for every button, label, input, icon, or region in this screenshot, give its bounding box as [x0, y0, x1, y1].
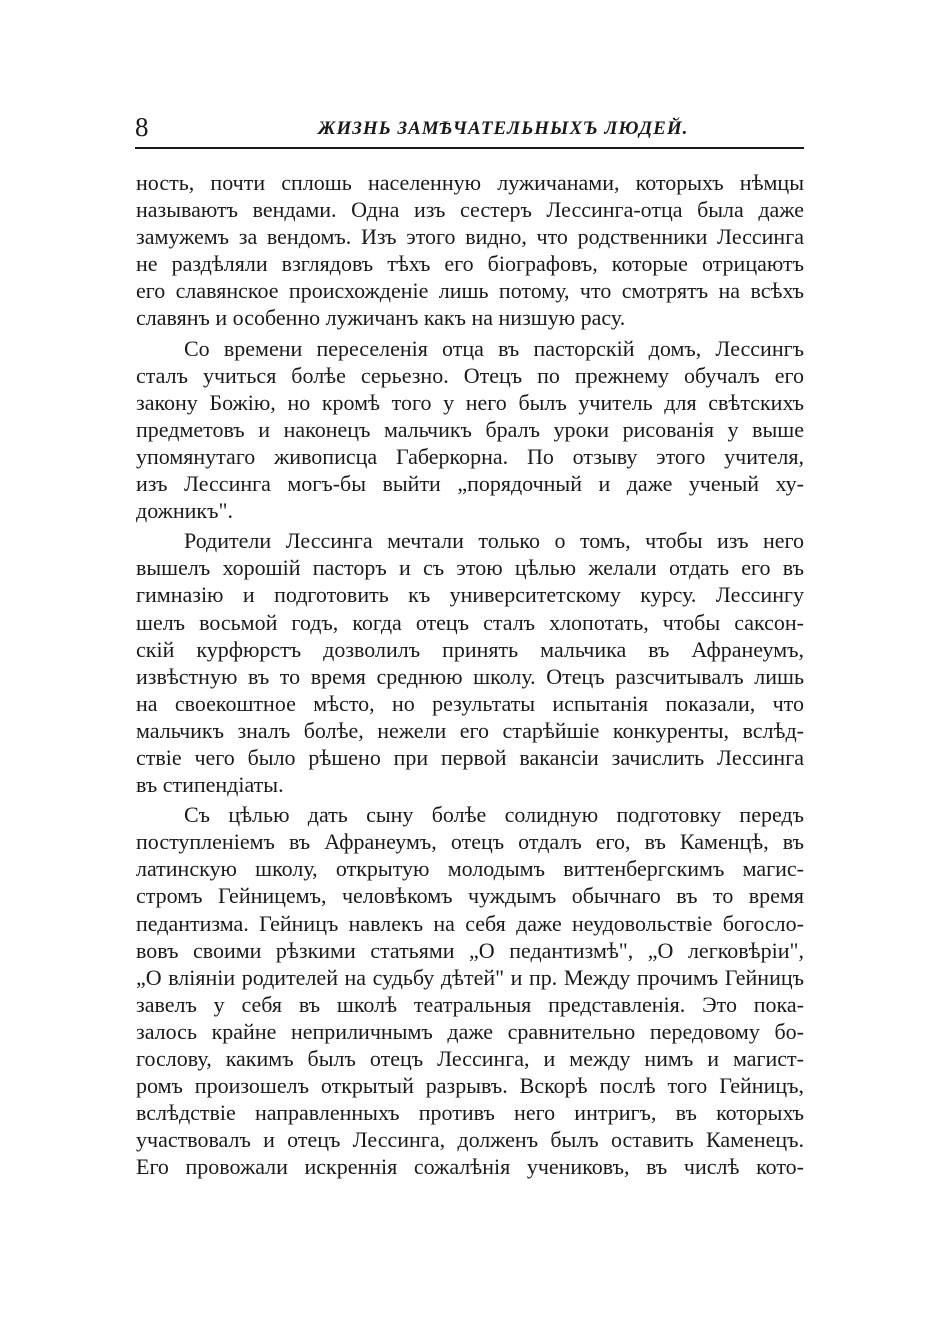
page-number: 8 — [135, 112, 149, 142]
text-line: вышелъ хорошій пасторъ и съ этою цѣлью желали отдать его въ — [136, 555, 804, 581]
text-line: предметовъ и наконецъ мальчикъ бралъ уроки рисованія у выше — [136, 416, 804, 442]
text-line: на своекоштное мѣсто, но результаты испытанія показали, что — [136, 690, 804, 716]
text-line: Родители Лессинга мечтали только о томъ, чтобы изъ него — [184, 528, 804, 554]
text-line: латинскую школу, открытую молодымъ виттенбергскимъ магис- — [136, 856, 804, 882]
text-line: гимназію и подготовить къ университетскому курсу. Лессингу — [136, 582, 804, 608]
text-line: шелъ восьмой годъ, когда отецъ сталъ хлопотать, чтобы саксон- — [136, 609, 804, 635]
text-line: не раздѣляли взглядовъ тѣхъ его біографовъ, которые отрицаютъ — [136, 251, 804, 277]
text-line: замужемъ за вендомъ. Изъ этого видно, что родственники Лессинга — [136, 224, 804, 250]
text-line: дожникъ". — [136, 498, 233, 524]
text-line: гослову, какимъ былъ отецъ Лессинга, и между нимъ и магист- — [136, 1046, 804, 1071]
text-line: называютъ вендами. Одна изъ сестеръ Лессинга-отца была даже — [136, 197, 804, 223]
text-line: въ стипендіаты. — [136, 772, 284, 798]
text-line: Съ цѣлью дать сыну болѣе солидную подготовку передъ — [184, 802, 804, 828]
text-line: вовъ своими рѣзкими статьями „О педантизмѣ", „О легковѣріи", — [136, 937, 804, 963]
text-line: Его провожали искреннія сожалѣнія учениковъ, въ числѣ кото- — [136, 1154, 804, 1180]
text-line: ствіе чего было рѣшено при первой вакансіи зачислить Лессинга — [136, 744, 804, 770]
text-line: „О вліяніи родителей на судьбу дѣтей" и пр. Между прочимъ Гейницъ — [136, 964, 804, 990]
text-line: славянъ и особенно лужичанъ какъ на низшую расу. — [136, 305, 626, 331]
text-line: скій курфюрстъ дозволилъ принять мальчика въ Афранеумъ, — [136, 636, 804, 662]
running-title: ЖИЗНЬ ЗАМѢЧАТЕЛЬНЫХЪ ЛЮДЕЙ. — [318, 118, 689, 139]
text-line: вслѣдствіе направленныхъ противъ него интригъ, въ которыхъ — [136, 1100, 804, 1126]
text-line: ность, почти сплошь населенную лужичанами, которыхъ нѣмцы — [136, 170, 804, 195]
text-line: залось крайне неприличнымъ даже сравнительно передовому бо- — [136, 1018, 804, 1044]
text-body — [136, 169, 804, 1183]
text-line: мальчикъ зналъ болѣе, нежели его старѣйшіе конкуренты, вслѣд- — [136, 717, 804, 743]
text-line: участвовалъ и отецъ Лессинга, долженъ былъ оставить Каменецъ. — [136, 1127, 804, 1153]
running-head — [135, 112, 803, 146]
text-line: Со времени переселенія отца въ пасторскій домъ, Лессингъ — [184, 335, 804, 361]
text-line: изъ Лессинга могъ-бы выйти „порядочный и даже ученый ху- — [136, 471, 804, 497]
text-line: ромъ произошелъ открытый разрывъ. Вскорѣ послѣ того Гейницъ, — [136, 1073, 804, 1099]
text-line: стромъ Гейницемъ, человѣкомъ чуждымъ обычнаго въ то время — [136, 883, 804, 909]
text-line: педантизма. Гейницъ навлекъ на себя даже неудовольствіе богосло- — [136, 910, 804, 936]
text-line: извѣстную въ то время среднюю школу. Отецъ разсчитывалъ лишь — [136, 663, 804, 689]
text-line: его славянское происхожденіе лишь потому, что смотрятъ на всѣхъ — [136, 278, 804, 304]
text-line: закону Божію, но кромѣ того у него былъ учитель для свѣтскихъ — [136, 389, 804, 415]
paragraph — [136, 527, 804, 798]
text-line: сталъ учиться болѣе серьезно. Отецъ по прежнему обучалъ его — [136, 362, 804, 388]
paragraph — [136, 801, 804, 1180]
text-line: поступленіемъ въ Афранеумъ, отецъ отдалъ его, въ Каменцѣ, въ — [136, 829, 804, 855]
paragraph — [136, 169, 804, 332]
text-line: завелъ у себя въ школѣ театральныя представленія. Это пока- — [136, 991, 804, 1017]
paragraph — [136, 335, 804, 525]
text-line: упомянутаго живописца Габеркорна. По отзыву этого учителя, — [136, 443, 804, 469]
header-rule — [135, 147, 804, 149]
